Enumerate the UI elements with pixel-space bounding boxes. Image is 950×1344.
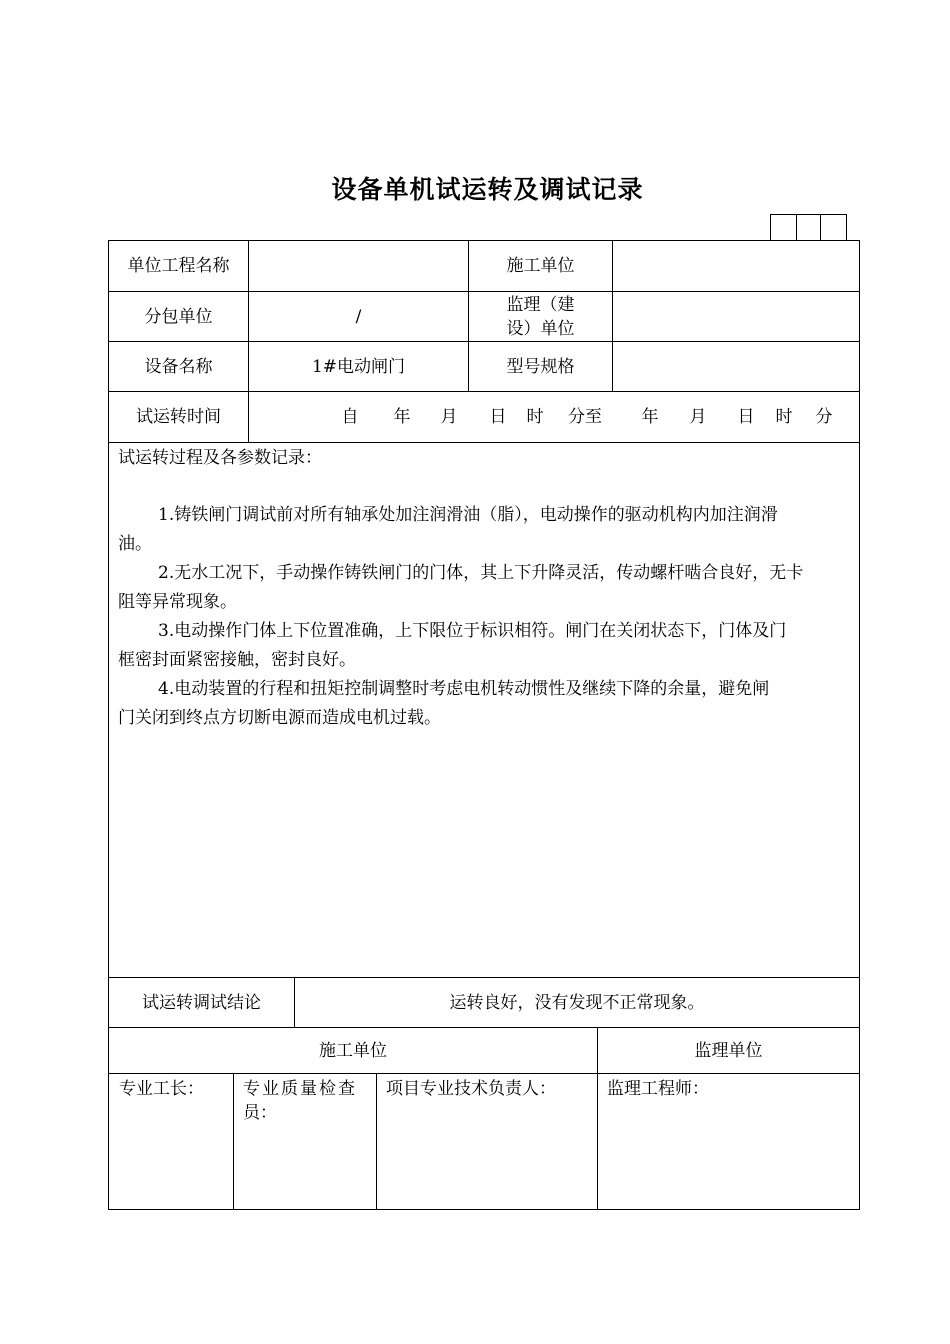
supervisor-label bbox=[469, 292, 612, 341]
process-item-line: 3.电动操作门体上下位置准确，上下限位于标识相符。闸门在关闭状态下，门体及门 bbox=[158, 621, 787, 641]
page-title: 设备单机试运转及调试记录 bbox=[331, 175, 644, 204]
contractor-header: 施工单位 bbox=[319, 1040, 387, 1061]
record-table bbox=[108, 240, 860, 1210]
process-item-line: 油。 bbox=[118, 534, 152, 554]
process-item bbox=[118, 501, 853, 733]
time-minute-to: 分至 bbox=[568, 407, 602, 427]
time-minute-end: 分 bbox=[815, 407, 833, 427]
subcontractor-label: 分包单位 bbox=[144, 306, 213, 327]
inspector-line1: 专业质量检查 bbox=[243, 1079, 357, 1099]
col-divider bbox=[376, 1073, 377, 1210]
subcontractor-field[interactable]: / bbox=[355, 306, 362, 327]
supervisor-header: 监理单位 bbox=[694, 1040, 763, 1061]
contractor-field[interactable] bbox=[613, 241, 859, 291]
time-hour: 时 bbox=[526, 407, 544, 427]
inspector-line2: 员： bbox=[243, 1103, 277, 1123]
inspector-signature[interactable] bbox=[243, 1077, 371, 1125]
equipment-name-label: 设备名称 bbox=[144, 356, 213, 377]
time-hour-end: 时 bbox=[775, 407, 793, 427]
row-divider bbox=[109, 442, 859, 443]
code-box-2[interactable] bbox=[795, 214, 821, 241]
process-item-line: 门关闭到终点方切断电源而造成电机过载。 bbox=[118, 708, 441, 728]
tech-lead-signature[interactable]: 项目专业技术负责人： bbox=[386, 1079, 556, 1099]
contractor-label: 施工单位 bbox=[506, 256, 575, 276]
conclusion-label: 试运转调试结论 bbox=[142, 992, 261, 1013]
row-divider bbox=[109, 1073, 859, 1074]
process-item-line: 框密封面紧密接触，密封良好。 bbox=[118, 650, 356, 670]
run-time-label: 试运转时间 bbox=[136, 407, 221, 427]
time-year: 年 bbox=[393, 407, 411, 427]
time-day: 日 bbox=[489, 407, 507, 427]
process-item-line: 阻等异常现象。 bbox=[118, 592, 237, 612]
equipment-name-field[interactable]: 1#电动闸门 bbox=[311, 356, 406, 377]
time-month: 月 bbox=[440, 407, 458, 427]
time-from: 自 bbox=[341, 407, 359, 427]
project-name-label: 单位工程名称 bbox=[127, 256, 230, 276]
time-day-end: 日 bbox=[737, 407, 755, 427]
supervisor-label-line2: 设）单位 bbox=[506, 318, 575, 339]
project-name-field[interactable] bbox=[249, 241, 468, 291]
time-month-end: 月 bbox=[689, 407, 707, 427]
code-box-3[interactable] bbox=[820, 214, 847, 241]
col-divider bbox=[233, 1073, 234, 1210]
supervisor-label-line1: 监理（建 bbox=[506, 294, 575, 315]
engineer-signature[interactable]: 监理工程师： bbox=[607, 1079, 709, 1099]
process-item-line: 1.铸铁闸门调试前对所有轴承处加注润滑油（脂），电动操作的驱动机构内加注润滑 bbox=[158, 505, 778, 525]
process-item-line: 2.无水工况下，手动操作铸铁闸门的门体，其上下升降灵活，传动螺杆啮合良好，无卡 bbox=[158, 563, 804, 583]
time-year-end: 年 bbox=[641, 407, 659, 427]
foreman-signature[interactable]: 专业工长： bbox=[119, 1079, 204, 1099]
model-spec-label: 型号规格 bbox=[506, 356, 575, 377]
conclusion-value[interactable]: 运转良好，没有发现不正常现象。 bbox=[449, 992, 705, 1013]
process-heading: 试运转过程及各参数记录： bbox=[118, 448, 322, 468]
model-spec-field[interactable] bbox=[613, 342, 859, 391]
process-item-line: 4.电动装置的行程和扭矩控制调整时考虑电机转动惯性及继续下降的余量，避免闸 bbox=[158, 679, 770, 699]
supervisor-field[interactable] bbox=[613, 292, 859, 341]
code-box-1[interactable] bbox=[770, 214, 797, 241]
